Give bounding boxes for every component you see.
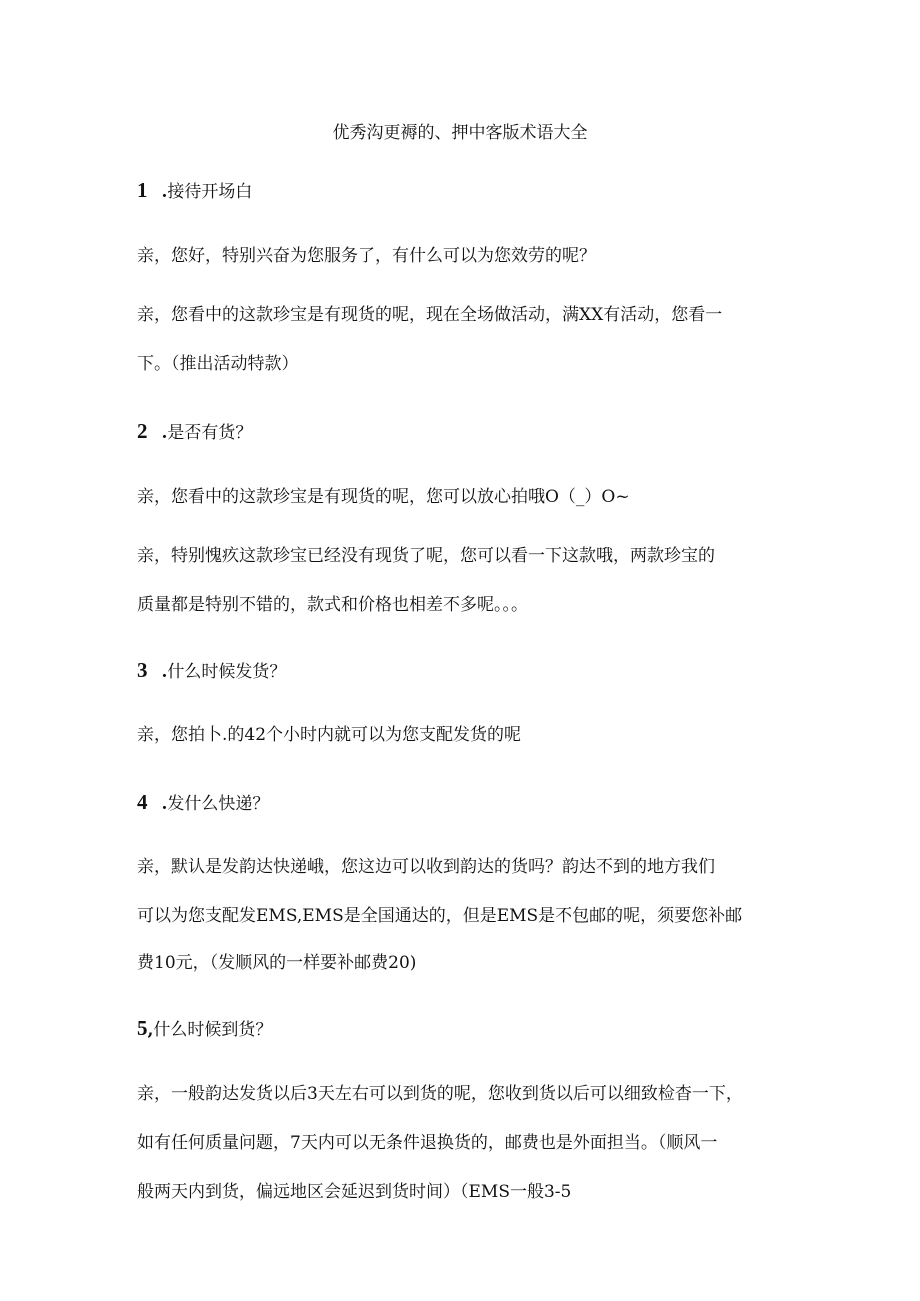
paragraph-line: 下。（推出活动特款） — [137, 354, 299, 374]
paragraph-line: 质量都是特别不错的，款式和价格也相差不多呢。。。 — [137, 595, 528, 615]
section-heading — [137, 1016, 272, 1042]
paragraph-line: 可以为您支配发EMS,EMS是全国通达的，但是EMS是不包邮的呢，须要您补邮 — [137, 906, 743, 926]
paragraph-line: 亲，您看中的这款珍宝是有现货的呢，您可以放心拍哦O（_）O~ — [137, 487, 630, 507]
section-number: 5 — [137, 1016, 148, 1040]
section-separator: , — [147, 1020, 154, 1040]
section-number: 4 — [137, 790, 148, 814]
section-separator: . — [161, 794, 168, 814]
section-heading — [137, 419, 252, 445]
paragraph-line: 费10元，（发顺风的一样要补邮费20) — [137, 953, 417, 973]
paragraph-line: 亲，默认是发韵达快递峨，您这边可以收到韵达的货吗？韵达不到的地方我们 — [137, 857, 715, 877]
section-number: 1 — [137, 178, 148, 202]
paragraph-line: 亲，特别愧疚这款珍宝已经没有现货了呢，您可以看一下这款哦，两款珍宝的 — [137, 546, 715, 566]
section-title: 什么时候到货？ — [153, 1020, 273, 1040]
paragraph-line: 亲，一般韵达发货以后3天左右可以到货的呢，您收到货以后可以细致检杳一下， — [137, 1084, 743, 1104]
section-heading — [137, 658, 286, 684]
section-title: 接待开场白 — [167, 182, 253, 202]
section-separator: . — [161, 182, 168, 202]
section-heading — [137, 790, 269, 816]
section-number: 2 — [137, 419, 148, 443]
paragraph-line: 般两天内到货，偏远地区会延迟到货时间）（EMS一般3-5 — [137, 1182, 572, 1202]
section-separator: . — [161, 662, 168, 682]
section-number: 3 — [137, 658, 148, 682]
section-title: 发什么快递？ — [167, 794, 270, 814]
section-separator: . — [161, 423, 168, 443]
document-title: 优秀沟更褥的、押中客版术语大全 — [332, 123, 588, 143]
paragraph-line: 亲，您看中的这款珍宝是有现货的呢，现在全场做活动，满XX有活动，您看一 — [137, 305, 723, 325]
section-title: 什么时候发货？ — [167, 662, 287, 682]
section-heading — [137, 178, 252, 204]
paragraph-line: 亲，您好，特别兴奋为您服务了，有什么可以为您效劳的呢？ — [137, 246, 596, 266]
paragraph-line: 亲，您拍卜.的42个小时内就可以为您支配发货的呢 — [137, 725, 522, 745]
section-title: 是否有货？ — [167, 423, 253, 443]
paragraph-line: 如有任何质量问题，7天内可以无条件退换货的，邮费也是外面担当。（顺风一 — [137, 1133, 718, 1153]
